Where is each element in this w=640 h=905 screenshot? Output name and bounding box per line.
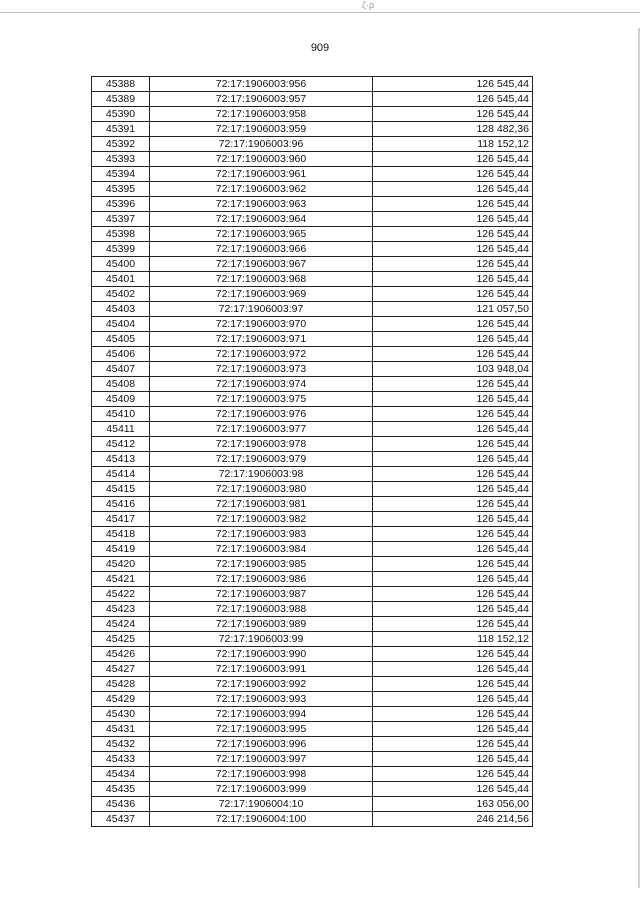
cadastral-number-cell: 72:17:1906003:960 bbox=[150, 152, 373, 167]
cadastral-number-cell: 72:17:1906003:988 bbox=[150, 602, 373, 617]
record-number-cell: 45394 bbox=[92, 167, 150, 182]
value-cell: 126 545,44 bbox=[373, 467, 533, 482]
value-cell: 163 056,00 bbox=[373, 797, 533, 812]
table-row bbox=[92, 587, 533, 602]
table-row bbox=[92, 617, 533, 632]
value-cell: 126 545,44 bbox=[373, 257, 533, 272]
value-cell: 126 545,44 bbox=[373, 92, 533, 107]
cadastral-number-cell: 72:17:1906003:957 bbox=[150, 92, 373, 107]
value-cell: 126 545,44 bbox=[373, 497, 533, 512]
value-cell: 118 152,12 bbox=[373, 137, 533, 152]
table-row bbox=[92, 497, 533, 512]
table-row bbox=[92, 167, 533, 182]
record-number-cell: 45427 bbox=[92, 662, 150, 677]
record-number-cell: 45396 bbox=[92, 197, 150, 212]
cadastral-number-cell: 72:17:1906003:970 bbox=[150, 317, 373, 332]
table-row bbox=[92, 692, 533, 707]
record-number-cell: 45429 bbox=[92, 692, 150, 707]
record-number-cell: 45397 bbox=[92, 212, 150, 227]
table-row bbox=[92, 182, 533, 197]
table-row bbox=[92, 602, 533, 617]
table-row bbox=[92, 107, 533, 122]
record-number-cell: 45419 bbox=[92, 542, 150, 557]
cadastral-number-cell: 72:17:1906003:971 bbox=[150, 332, 373, 347]
value-cell: 126 545,44 bbox=[373, 617, 533, 632]
cadastral-number-cell: 72:17:1906003:974 bbox=[150, 377, 373, 392]
cadastral-number-cell: 72:17:1906003:999 bbox=[150, 782, 373, 797]
cadastral-number-cell: 72:17:1906003:998 bbox=[150, 767, 373, 782]
value-cell: 103 948,04 bbox=[373, 362, 533, 377]
cadastral-number-cell: 72:17:1906003:962 bbox=[150, 182, 373, 197]
table-row bbox=[92, 212, 533, 227]
table-row bbox=[92, 707, 533, 722]
record-number-cell: 45417 bbox=[92, 512, 150, 527]
value-cell: 246 214,56 bbox=[373, 812, 533, 827]
cadastral-number-cell: 72:17:1906003:981 bbox=[150, 497, 373, 512]
cadastral-number-cell: 72:17:1906003:984 bbox=[150, 542, 373, 557]
value-cell: 126 545,44 bbox=[373, 482, 533, 497]
value-cell: 126 545,44 bbox=[373, 527, 533, 542]
table-row bbox=[92, 287, 533, 302]
table-row bbox=[92, 482, 533, 497]
value-cell: 126 545,44 bbox=[373, 317, 533, 332]
record-number-cell: 45403 bbox=[92, 302, 150, 317]
cadastral-number-cell: 72:17:1906003:964 bbox=[150, 212, 373, 227]
record-number-cell: 45392 bbox=[92, 137, 150, 152]
record-number-cell: 45433 bbox=[92, 752, 150, 767]
record-number-cell: 45430 bbox=[92, 707, 150, 722]
record-number-cell: 45425 bbox=[92, 632, 150, 647]
cadastral-number-cell: 72:17:1906003:980 bbox=[150, 482, 373, 497]
table-row bbox=[92, 797, 533, 812]
value-cell: 126 545,44 bbox=[373, 287, 533, 302]
value-cell: 126 545,44 bbox=[373, 107, 533, 122]
record-number-cell: 45432 bbox=[92, 737, 150, 752]
cadastral-number-cell: 72:17:1906003:979 bbox=[150, 452, 373, 467]
cadastral-number-cell: 72:17:1906003:985 bbox=[150, 557, 373, 572]
record-number-cell: 45398 bbox=[92, 227, 150, 242]
cadastral-number-cell: 72:17:1906003:963 bbox=[150, 197, 373, 212]
record-number-cell: 45434 bbox=[92, 767, 150, 782]
record-number-cell: 45406 bbox=[92, 347, 150, 362]
value-cell: 126 545,44 bbox=[373, 242, 533, 257]
record-number-cell: 45402 bbox=[92, 287, 150, 302]
cadastral-number-cell: 72:17:1906003:969 bbox=[150, 287, 373, 302]
table-row bbox=[92, 77, 533, 92]
cadastral-number-cell: 72:17:1906003:989 bbox=[150, 617, 373, 632]
value-cell: 126 545,44 bbox=[373, 662, 533, 677]
table-row bbox=[92, 737, 533, 752]
cadastral-number-cell: 72:17:1906003:983 bbox=[150, 527, 373, 542]
value-cell: 126 545,44 bbox=[373, 212, 533, 227]
cadastral-number-cell: 72:17:1906003:992 bbox=[150, 677, 373, 692]
record-number-cell: 45404 bbox=[92, 317, 150, 332]
table-row bbox=[92, 422, 533, 437]
record-number-cell: 45391 bbox=[92, 122, 150, 137]
table-row bbox=[92, 767, 533, 782]
value-cell: 128 482,36 bbox=[373, 122, 533, 137]
cadastral-number-cell: 72:17:1906003:972 bbox=[150, 347, 373, 362]
cadastral-number-cell: 72:17:1906003:976 bbox=[150, 407, 373, 422]
table-row bbox=[92, 122, 533, 137]
value-cell: 126 545,44 bbox=[373, 512, 533, 527]
cadastral-number-cell: 72:17:1906003:966 bbox=[150, 242, 373, 257]
cadastral-number-cell: 72:17:1906003:959 bbox=[150, 122, 373, 137]
value-cell: 126 545,44 bbox=[373, 437, 533, 452]
table-row bbox=[92, 317, 533, 332]
cadastral-number-cell: 72:17:1906003:987 bbox=[150, 587, 373, 602]
record-number-cell: 45431 bbox=[92, 722, 150, 737]
table-row bbox=[92, 437, 533, 452]
table-row bbox=[92, 632, 533, 647]
cadastral-number-cell: 72:17:1906003:975 bbox=[150, 392, 373, 407]
value-cell: 126 545,44 bbox=[373, 767, 533, 782]
table-row bbox=[92, 467, 533, 482]
cadastral-number-cell: 72:17:1906003:982 bbox=[150, 512, 373, 527]
cadastral-number-cell: 72:17:1906003:956 bbox=[150, 77, 373, 92]
table-row bbox=[92, 542, 533, 557]
record-number-cell: 45412 bbox=[92, 437, 150, 452]
table-row bbox=[92, 377, 533, 392]
value-cell: 126 545,44 bbox=[373, 572, 533, 587]
cadastral-number-cell: 72:17:1906003:965 bbox=[150, 227, 373, 242]
record-number-cell: 45411 bbox=[92, 422, 150, 437]
cadastral-number-cell: 72:17:1906003:99 bbox=[150, 632, 373, 647]
record-number-cell: 45415 bbox=[92, 482, 150, 497]
table-row bbox=[92, 752, 533, 767]
record-number-cell: 45405 bbox=[92, 332, 150, 347]
table-row bbox=[92, 227, 533, 242]
record-number-cell: 45422 bbox=[92, 587, 150, 602]
cadastral-number-cell: 72:17:1906003:997 bbox=[150, 752, 373, 767]
value-cell: 126 545,44 bbox=[373, 152, 533, 167]
table-row bbox=[92, 362, 533, 377]
table-row bbox=[92, 347, 533, 362]
page-number: 909 bbox=[310, 42, 330, 54]
table-row bbox=[92, 722, 533, 737]
cadastral-number-cell: 72:17:1906003:990 bbox=[150, 647, 373, 662]
cadastral-number-cell: 72:17:1906003:991 bbox=[150, 662, 373, 677]
table-row bbox=[92, 257, 533, 272]
table-row bbox=[92, 812, 533, 827]
value-cell: 126 545,44 bbox=[373, 167, 533, 182]
value-cell: 126 545,44 bbox=[373, 542, 533, 557]
record-number-cell: 45410 bbox=[92, 407, 150, 422]
cadastral-number-cell: 72:17:1906003:977 bbox=[150, 422, 373, 437]
value-cell: 126 545,44 bbox=[373, 587, 533, 602]
cadastral-number-cell: 72:17:1906003:978 bbox=[150, 437, 373, 452]
value-cell: 121 057,50 bbox=[373, 302, 533, 317]
record-number-cell: 45423 bbox=[92, 602, 150, 617]
value-cell: 126 545,44 bbox=[373, 707, 533, 722]
cadastral-number-cell: 72:17:1906004:100 bbox=[150, 812, 373, 827]
cadastral-number-cell: 72:17:1906003:995 bbox=[150, 722, 373, 737]
value-cell: 126 545,44 bbox=[373, 557, 533, 572]
value-cell: 126 545,44 bbox=[373, 452, 533, 467]
value-cell: 126 545,44 bbox=[373, 647, 533, 662]
value-cell: 126 545,44 bbox=[373, 197, 533, 212]
table-row bbox=[92, 557, 533, 572]
table-row bbox=[92, 242, 533, 257]
cadastral-number-cell: 72:17:1906003:958 bbox=[150, 107, 373, 122]
record-number-cell: 45408 bbox=[92, 377, 150, 392]
record-number-cell: 45435 bbox=[92, 782, 150, 797]
table-row bbox=[92, 572, 533, 587]
record-number-cell: 45389 bbox=[92, 92, 150, 107]
table-row bbox=[92, 152, 533, 167]
cadastral-number-cell: 72:17:1906003:97 bbox=[150, 302, 373, 317]
record-number-cell: 45393 bbox=[92, 152, 150, 167]
table-row bbox=[92, 512, 533, 527]
table-row bbox=[92, 92, 533, 107]
record-number-cell: 45399 bbox=[92, 242, 150, 257]
cadastral-number-cell: 72:17:1906003:993 bbox=[150, 692, 373, 707]
value-cell: 126 545,44 bbox=[373, 692, 533, 707]
record-number-cell: 45437 bbox=[92, 812, 150, 827]
record-number-cell: 45418 bbox=[92, 527, 150, 542]
record-number-cell: 45426 bbox=[92, 647, 150, 662]
record-number-cell: 45413 bbox=[92, 452, 150, 467]
table-row bbox=[92, 137, 533, 152]
record-number-cell: 45424 bbox=[92, 617, 150, 632]
table-row bbox=[92, 272, 533, 287]
value-cell: 126 545,44 bbox=[373, 737, 533, 752]
record-number-cell: 45388 bbox=[92, 77, 150, 92]
record-number-cell: 45428 bbox=[92, 677, 150, 692]
record-number-cell: 45420 bbox=[92, 557, 150, 572]
value-cell: 126 545,44 bbox=[373, 377, 533, 392]
value-cell: 126 545,44 bbox=[373, 677, 533, 692]
value-cell: 126 545,44 bbox=[373, 782, 533, 797]
value-cell: 126 545,44 bbox=[373, 182, 533, 197]
cadastral-number-cell: 72:17:1906003:973 bbox=[150, 362, 373, 377]
record-number-cell: 45390 bbox=[92, 107, 150, 122]
table-row bbox=[92, 332, 533, 347]
table-row bbox=[92, 302, 533, 317]
value-cell: 126 545,44 bbox=[373, 602, 533, 617]
table-row bbox=[92, 197, 533, 212]
table-row bbox=[92, 677, 533, 692]
table-row bbox=[92, 662, 533, 677]
record-number-cell: 45395 bbox=[92, 182, 150, 197]
table-row bbox=[92, 392, 533, 407]
cadastral-number-cell: 72:17:1906003:986 bbox=[150, 572, 373, 587]
record-number-cell: 45436 bbox=[92, 797, 150, 812]
table-row bbox=[92, 782, 533, 797]
record-number-cell: 45400 bbox=[92, 257, 150, 272]
value-cell: 126 545,44 bbox=[373, 407, 533, 422]
table-row bbox=[92, 647, 533, 662]
cadastral-number-cell: 72:17:1906004:10 bbox=[150, 797, 373, 812]
cadastral-number-cell: 72:17:1906003:994 bbox=[150, 707, 373, 722]
value-cell: 126 545,44 bbox=[373, 722, 533, 737]
table-row bbox=[92, 407, 533, 422]
record-number-cell: 45409 bbox=[92, 392, 150, 407]
cadastral-number-cell: 72:17:1906003:996 bbox=[150, 737, 373, 752]
value-cell: 126 545,44 bbox=[373, 272, 533, 287]
record-number-cell: 45401 bbox=[92, 272, 150, 287]
top-edge-line bbox=[0, 12, 640, 13]
record-number-cell: 45416 bbox=[92, 497, 150, 512]
value-cell: 126 545,44 bbox=[373, 752, 533, 767]
records-table bbox=[91, 76, 533, 827]
value-cell: 126 545,44 bbox=[373, 422, 533, 437]
scan-mark: ζ·ρ bbox=[362, 0, 375, 10]
record-number-cell: 45407 bbox=[92, 362, 150, 377]
value-cell: 126 545,44 bbox=[373, 227, 533, 242]
table-row bbox=[92, 527, 533, 542]
value-cell: 126 545,44 bbox=[373, 332, 533, 347]
cadastral-number-cell: 72:17:1906003:967 bbox=[150, 257, 373, 272]
table-row bbox=[92, 452, 533, 467]
value-cell: 118 152,12 bbox=[373, 632, 533, 647]
cadastral-number-cell: 72:17:1906003:961 bbox=[150, 167, 373, 182]
record-number-cell: 45421 bbox=[92, 572, 150, 587]
value-cell: 126 545,44 bbox=[373, 77, 533, 92]
record-number-cell: 45414 bbox=[92, 467, 150, 482]
cadastral-number-cell: 72:17:1906003:968 bbox=[150, 272, 373, 287]
value-cell: 126 545,44 bbox=[373, 347, 533, 362]
value-cell: 126 545,44 bbox=[373, 392, 533, 407]
records-table-body bbox=[92, 77, 533, 827]
cadastral-number-cell: 72:17:1906003:96 bbox=[150, 137, 373, 152]
cadastral-number-cell: 72:17:1906003:98 bbox=[150, 467, 373, 482]
